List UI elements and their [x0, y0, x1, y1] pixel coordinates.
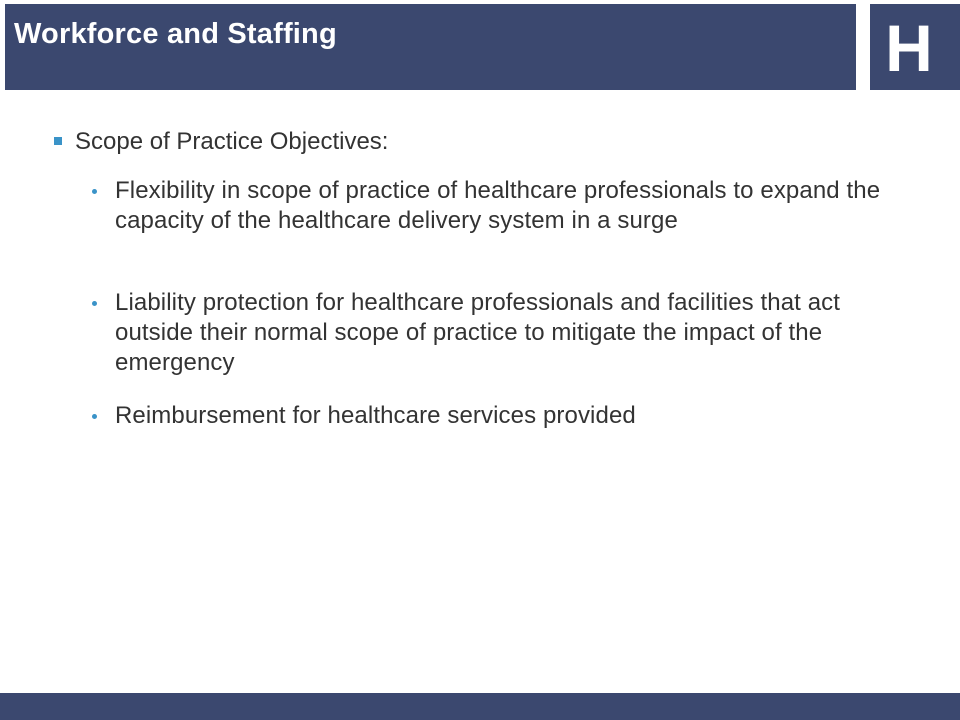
- square-bullet-icon: [54, 137, 62, 145]
- list-item-text: Liability protection for healthcare professionals and facilities that act outside their normal scope of practice to mitigate the impact of the emergency: [115, 289, 841, 376]
- dot-bullet-icon: [92, 189, 97, 194]
- dot-bullet-icon: [92, 301, 97, 306]
- footer-bar: [0, 693, 960, 720]
- dot-bullet-icon: [92, 414, 97, 419]
- list-item-text: Reimbursement for healthcare services provided: [115, 402, 636, 429]
- heading-bullet-text: Scope of Practice Objectives:: [75, 128, 389, 155]
- title-bar: [5, 4, 856, 90]
- list-item-text: Flexibility in scope of practice of healthcare professionals to expand the capacity of the healthcare delivery system in a surge: [115, 177, 881, 234]
- slide-title: Workforce and Staffing: [14, 18, 337, 50]
- logo-letter: H: [885, 11, 933, 85]
- logo-badge: [870, 4, 960, 90]
